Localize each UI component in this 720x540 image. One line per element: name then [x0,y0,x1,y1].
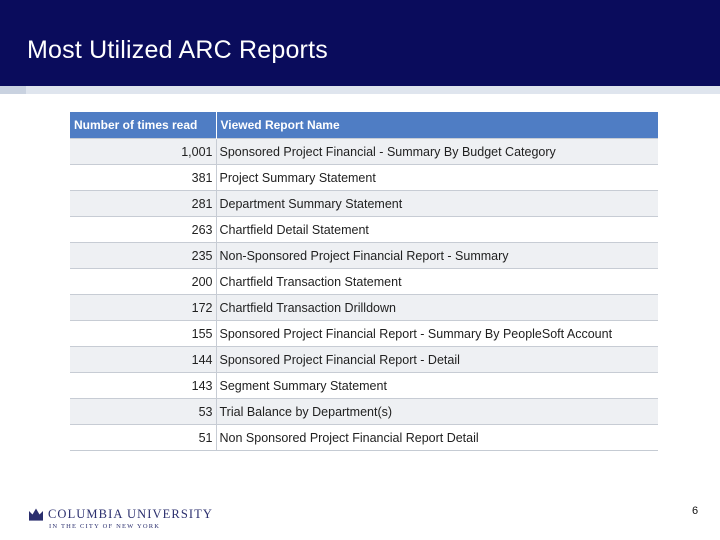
report-name-cell: Trial Balance by Department(s) [216,399,658,425]
header-times-read: Number of times read [70,112,216,139]
times-read-cell: 144 [70,347,216,373]
times-read-cell: 1,001 [70,139,216,165]
columbia-logo [28,504,228,532]
table-row [70,425,658,451]
times-read-cell: 281 [70,191,216,217]
table-body [70,139,658,451]
times-read-cell: 263 [70,217,216,243]
accent-strip-left [0,86,26,94]
header-report-name: Viewed Report Name [216,112,658,139]
table-row [70,347,658,373]
logo-name: COLUMBIA UNIVERSITY [48,507,213,521]
logo-subtitle: IN THE CITY OF NEW YORK [49,523,161,530]
table-row [70,373,658,399]
times-read-cell: 235 [70,243,216,269]
table-row [70,165,658,191]
reports-table [70,112,658,450]
times-read-cell: 200 [70,269,216,295]
table-row [70,321,658,347]
times-read-cell: 143 [70,373,216,399]
reports-table-container [70,112,658,451]
slide-title: Most Utilized ARC Reports [27,36,328,64]
report-name-cell: Chartfield Transaction Drilldown [216,295,658,321]
report-name-cell: Non Sponsored Project Financial Report Detail [216,425,658,451]
report-name-cell: Sponsored Project Financial Report - Detail [216,347,658,373]
accent-strip [0,86,720,94]
report-name-cell: Non-Sponsored Project Financial Report - Summary [216,243,658,269]
table-row [70,139,658,165]
times-read-cell: 172 [70,295,216,321]
page-number: 6 [692,505,699,517]
crown-icon [28,507,44,521]
times-read-cell: 155 [70,321,216,347]
title-bar [0,0,720,86]
table-row [70,191,658,217]
times-read-cell: 381 [70,165,216,191]
times-read-cell: 51 [70,425,216,451]
report-name-cell: Department Summary Statement [216,191,658,217]
times-read-cell: 53 [70,399,216,425]
table-row [70,399,658,425]
report-name-cell: Project Summary Statement [216,165,658,191]
report-name-cell: Chartfield Detail Statement [216,217,658,243]
table-row [70,269,658,295]
table-header-row [70,112,658,139]
report-name-cell: Sponsored Project Financial Report - Summary By PeopleSoft Account [216,321,658,347]
table-row [70,295,658,321]
report-name-cell: Sponsored Project Financial - Summary By Budget Category [216,139,658,165]
table-row [70,243,658,269]
table-row [70,217,658,243]
report-name-cell: Segment Summary Statement [216,373,658,399]
report-name-cell: Chartfield Transaction Statement [216,269,658,295]
